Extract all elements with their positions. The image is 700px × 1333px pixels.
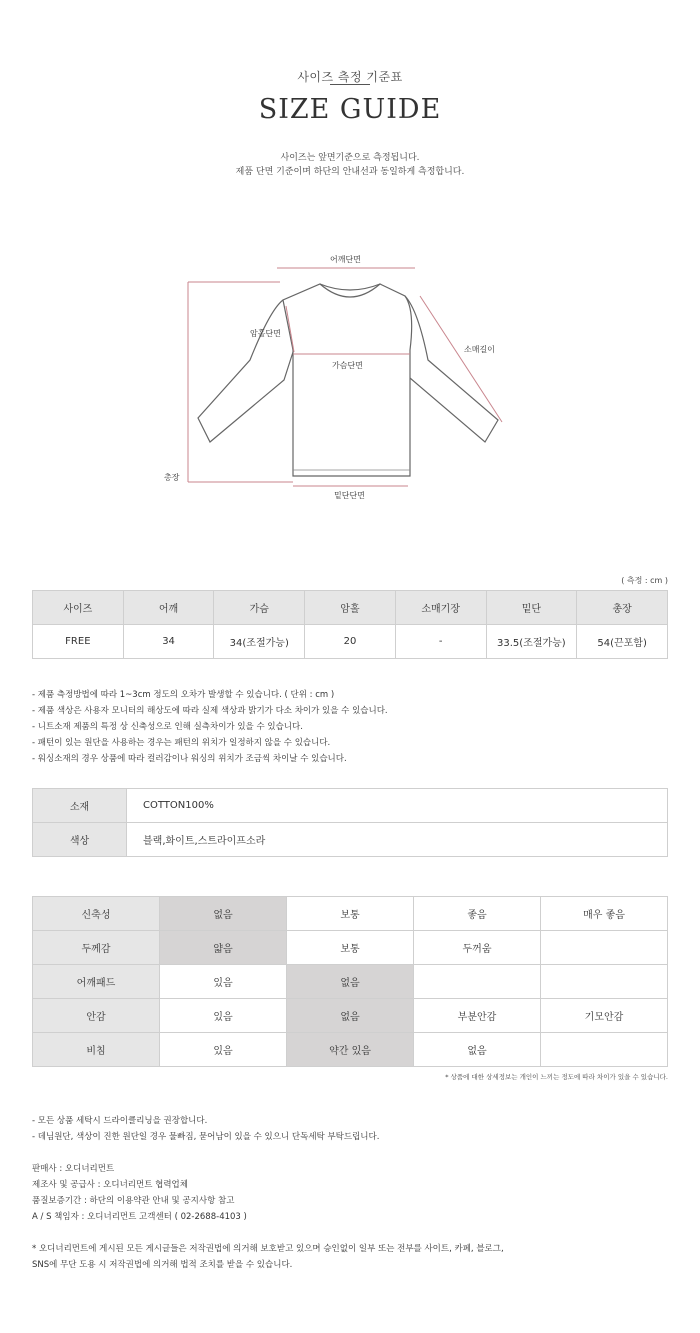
table-cell: COTTON100% xyxy=(127,789,668,823)
table-cell: 좋음 xyxy=(414,897,541,931)
table-row xyxy=(33,1033,668,1067)
label-length: 총장 xyxy=(164,473,180,482)
table-row xyxy=(33,625,668,659)
note-line: - 니트소재 제품의 특정 상 신축성으로 인해 실측차이가 있을 수 있습니다. xyxy=(32,722,303,732)
size-table xyxy=(32,590,668,659)
table-row xyxy=(33,999,668,1033)
table-cell xyxy=(414,965,541,999)
material-table xyxy=(32,788,668,857)
label-armhole: 암홀단면 xyxy=(250,329,281,338)
table-cell: 없음 xyxy=(414,1033,541,1067)
care-line: - 데님원단, 색상이 진한 원단일 경우 물빠짐, 묻어남이 있을 수 있으니 단독세탁 부탁드립니다. xyxy=(32,1132,380,1142)
label-sleeve: 소매길이 xyxy=(464,345,495,354)
copyright-line: * 오디너리먼트에 게시된 모든 게시글들은 저작권법에 의거해 보호받고 있으며 승인없이 일부 또는 전부를 사이트, 카페, 블로그, xyxy=(32,1244,504,1254)
table-cell: 두꺼움 xyxy=(414,931,541,965)
column-header: 가슴 xyxy=(214,591,305,625)
table-cell: 약간 있음 xyxy=(287,1033,414,1067)
table-cell: 있음 xyxy=(160,1033,287,1067)
sleeve-measure-line xyxy=(420,296,502,422)
table-cell: 보통 xyxy=(287,897,414,931)
unit-note: ( 측정 : cm ) xyxy=(621,576,668,585)
table-row xyxy=(33,789,668,823)
note-line: - 워싱소재의 경우 상품에 따라 컬러감이나 워싱의 위치가 조금씩 차이날 수 있습니다. xyxy=(32,754,347,764)
table-cell: FREE xyxy=(33,625,124,659)
table-cell: 부분안감 xyxy=(414,999,541,1033)
column-header: 총장 xyxy=(577,591,668,625)
note-line: - 제품 측정방법에 따라 1~3cm 정도의 오차가 발생할 수 있습니다. ( 단위 : cm ) xyxy=(32,690,335,700)
column-header: 암홀 xyxy=(305,591,396,625)
sweater-illustration xyxy=(160,250,520,510)
table-row xyxy=(33,897,668,931)
table-cell: 34(조절가능) xyxy=(214,625,305,659)
table-cell: 보통 xyxy=(287,931,414,965)
care-line: - 모든 상품 세탁시 드라이클리닝을 권장합니다. xyxy=(32,1116,208,1126)
table-cell: 있음 xyxy=(160,999,287,1033)
sweater-neckline xyxy=(320,284,380,290)
column-header: 사이즈 xyxy=(33,591,124,625)
table-cell: 34 xyxy=(123,625,214,659)
column-header: 소매기장 xyxy=(395,591,486,625)
table-row xyxy=(33,931,668,965)
row-label: 안감 xyxy=(33,999,160,1033)
table-header-row xyxy=(33,591,668,625)
page-subtitle: 사이즈 측정 기준표 xyxy=(297,70,403,84)
table-cell: 33.5(조절가능) xyxy=(486,625,577,659)
table-cell: 블랙,화이트,스트라이프소라 xyxy=(127,823,668,857)
description-line: 제품 단면 기준이며 하단의 안내선과 동일하게 측정합니다. xyxy=(235,167,465,177)
table-cell: 없음 xyxy=(287,999,414,1033)
table-row xyxy=(33,823,668,857)
note-line: - 제품 색상은 사용자 모니터의 해상도에 따라 실제 색상과 밝기가 다소 차이가 있을 수 있습니다. xyxy=(32,706,388,716)
table-cell: 매우 좋음 xyxy=(541,897,668,931)
row-label: 두께감 xyxy=(33,931,160,965)
sweater-body xyxy=(283,284,412,476)
table-cell: 없음 xyxy=(287,965,414,999)
table-row xyxy=(33,965,668,999)
table-cell xyxy=(541,931,668,965)
table-cell xyxy=(541,1033,668,1067)
row-label: 소재 xyxy=(33,789,127,823)
table-cell: 없음 xyxy=(160,897,287,931)
feel-table-note: * 상품에 대한 상세정보는 개인이 느끼는 정도에 따라 차이가 있을 수 있습니다. xyxy=(445,1073,668,1081)
label-hem: 밑단단면 xyxy=(334,491,365,500)
table-cell: 54(끈포함) xyxy=(577,625,668,659)
table-cell: 있음 xyxy=(160,965,287,999)
sweater-left-sleeve xyxy=(198,300,293,442)
note-line: - 패턴이 있는 원단을 사용하는 경우는 패턴의 위치가 일정하지 않을 수 있습니다. xyxy=(32,738,331,748)
title-divider xyxy=(330,84,370,85)
row-label: 어깨패드 xyxy=(33,965,160,999)
table-cell: 20 xyxy=(305,625,396,659)
label-shoulder: 어깨단면 xyxy=(330,255,361,264)
table-cell: - xyxy=(395,625,486,659)
seller-line: 판매사 : 오디너리먼트 xyxy=(32,1164,115,1174)
row-label: 신축성 xyxy=(33,897,160,931)
row-label: 비침 xyxy=(33,1033,160,1067)
fabric-feel-table xyxy=(32,896,668,1067)
label-chest: 가슴단면 xyxy=(332,361,363,370)
row-label: 색상 xyxy=(33,823,127,857)
column-header: 어깨 xyxy=(123,591,214,625)
armhole-measure-line xyxy=(286,306,294,352)
description-line: 사이즈는 앞면기준으로 측정됩니다. xyxy=(280,153,420,163)
seller-line: A / S 책임자 : 오디너리먼트 고객센터 ( 02-2688-4103 ) xyxy=(32,1212,247,1222)
page-title: SIZE GUIDE xyxy=(258,94,442,125)
table-cell: 얇음 xyxy=(160,931,287,965)
sweater-right-sleeve xyxy=(405,296,498,442)
column-header: 밑단 xyxy=(486,591,577,625)
seller-line: 제조사 및 공급사 : 오디너리먼트 협력업체 xyxy=(32,1180,188,1190)
table-cell: 기모안감 xyxy=(541,999,668,1033)
garment-diagram xyxy=(160,250,520,510)
seller-line: 품질보증기간 : 하단의 이용약관 안내 및 공지사항 참고 xyxy=(32,1196,235,1206)
table-cell xyxy=(541,965,668,999)
copyright-line: SNS에 무단 도용 시 저작권법에 의거해 법적 조치를 받을 수 있습니다. xyxy=(32,1260,293,1270)
